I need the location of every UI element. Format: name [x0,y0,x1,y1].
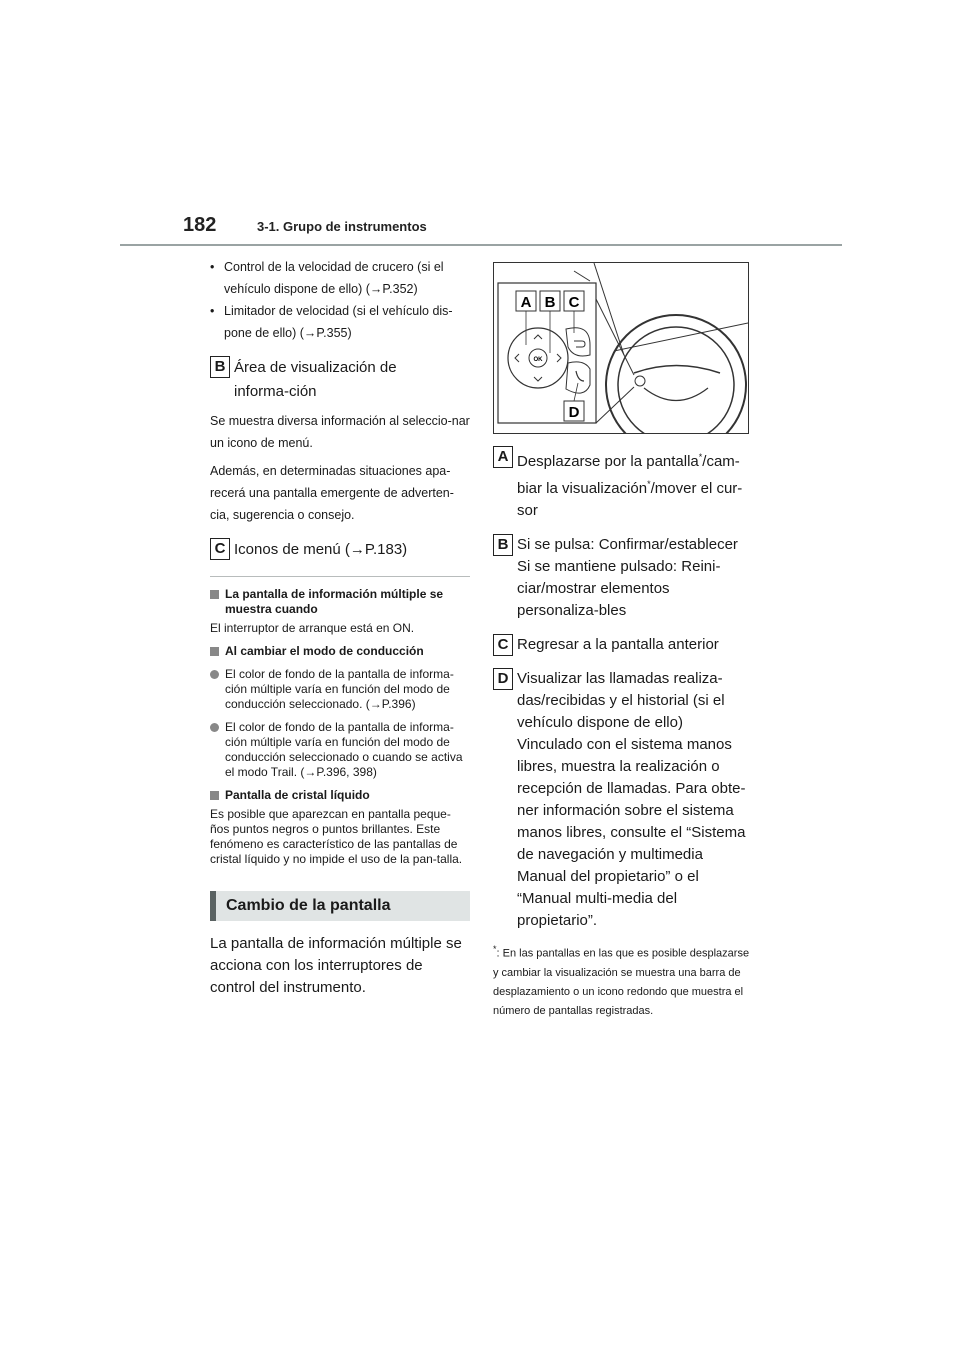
header-divider [120,244,842,246]
item-c-title: Iconos de menú (→P.183) [234,541,408,558]
label-c: C [210,538,230,560]
figure-label-b: B [544,294,556,311]
label-c: C [493,634,513,656]
note-text: El interruptor de arranque está en ON. [210,621,415,635]
circle-bullet-icon [210,723,219,732]
item-c-text: Regresar a la pantalla anterior [517,636,719,653]
note-text: Es posible que aparezcan en pantalla peque-ños puntos negros o puntos brillantes. Este fenómeno es característico de las pantallas de cristal líquido y no impide el uso de la pan-talla. [210,807,463,866]
item-a [493,446,753,522]
square-bullet-icon [210,590,219,599]
note-list-item: El color de fondo de la pantalla de informa-ción múltiple varía en función del modo de conducción seleccionado o cuando se activa el modo Trail. (→P.396, 398) [210,720,470,780]
right-column [493,262,753,1021]
label-b: B [210,356,230,378]
figure-label-c: C [568,294,580,311]
figure-label-a: A [520,294,532,311]
item-b-description: Se muestra diversa información al seleccio-nar un icono de menú. [210,414,470,450]
note-heading: La pantalla de información múltiple se muestra cuando [210,587,470,617]
label-a: A [493,446,513,468]
section-title: 3-1. Grupo de instrumentos [257,219,427,234]
item-a-text: Desplazarse por la pantalla*/cam-biar la visualización*/mover el cur-sor [517,452,743,519]
note-list-item: El color de fondo de la pantalla de informa-ción múltiple varía en función del modo de conducción seleccionado. (→P.396) [210,667,470,712]
steering-switch-illustration [493,262,749,434]
item-b-description-2: Además, en determinadas situaciones apa-recerá una pantalla emergente de adverten-cia, sugerencia o consejo. [210,464,454,522]
item-c [493,634,753,656]
label-b: B [493,534,513,556]
page-number: 182 [183,214,217,236]
intro-paragraph: La pantalla de información múltiple se acciona con los interruptores de control del instrumento. [210,935,462,996]
bullet-item: • Limitador de velocidad (si el vehículo dis-pone de ello) (→P.355) [210,304,453,340]
note-heading: Pantalla de cristal líquido [210,788,470,803]
footnote: *: En las pantallas en las que es posible desplazarse y cambiar la visualización se muestra una barra de desplazamiento o un icono redondo que muestra el número de pantallas registradas. [493,944,750,1017]
steering-wheel-drawing [494,263,748,433]
notes-divider [210,576,470,577]
item-b-heading [210,356,470,404]
square-bullet-icon [210,647,219,656]
ok-label: OK [533,357,543,363]
label-d: D [493,668,513,690]
square-bullet-icon [210,791,219,800]
circle-bullet-icon [210,670,219,679]
left-column [210,256,470,999]
item-d-text: Visualizar las llamadas realiza-das/recibidas y el historial (si el vehículo dispone de ello) Vinculado con el sistema manos libres, muestra la realización o recepción de llamadas. Para obte-ner información sobre el sistema manos libres, consulte el “Sistema de navegación y multimedia Manual del propietario” o el “Manual multi-media del propietario”. [517,670,746,929]
item-b [493,534,753,622]
note-heading: Al cambiar el modo de conducción [210,644,470,659]
bullet-item: • Control de la velocidad de crucero (si el vehículo dispone de ello) (→P.352) [210,260,444,296]
item-d [493,668,753,932]
section-banner: Cambio de la pantalla [210,891,470,921]
figure-label-d: D [568,404,580,421]
item-b-text: Si se pulsa: Confirmar/establecer Si se mantiene pulsado: Reini-ciar/mostrar elementos personaliza-bles [517,536,738,619]
item-b-title: Área de visualización de informa-ción [234,359,397,400]
item-c-heading [210,538,470,562]
